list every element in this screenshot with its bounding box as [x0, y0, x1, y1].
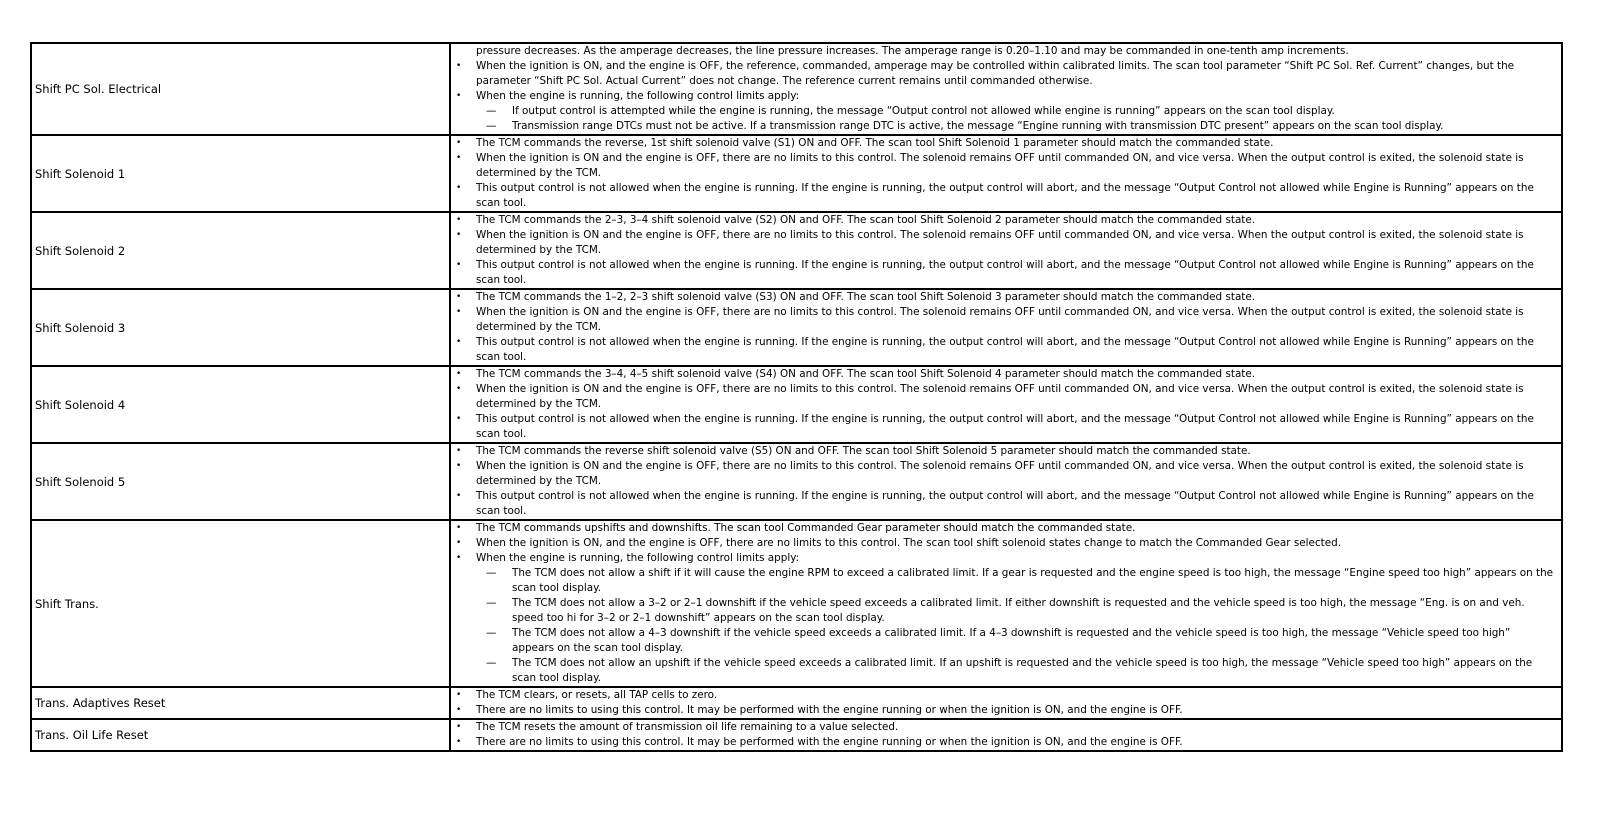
table-row	[31, 289, 1562, 366]
table-row	[31, 443, 1562, 520]
list-item	[455, 551, 1555, 686]
list-item: • When the ignition is ON and the engine is OFF, there are no limits to this control. The solenoid remains OFF until commanded ON, and vice versa. When the output control is exited, the solenoid state is determined by the TCM.	[455, 305, 1555, 335]
list-item: • There are no limits to using this control. It may be performed with the engine running or when the ignition is ON, and the engine is OFF.	[455, 703, 1555, 718]
control-description	[450, 719, 1562, 751]
control-description	[450, 443, 1562, 520]
control-description	[450, 212, 1562, 289]
list-item: • The TCM commands upshifts and downshifts. The scan tool Commanded Gear parameter should match the commanded state.	[455, 521, 1555, 536]
list-item: • This output control is not allowed when the engine is running. If the engine is running, the output control will abort, and the message “Output Control not allowed while Engine is Running” appears on the scan tool.	[455, 181, 1555, 211]
list-item: • The TCM commands the reverse shift solenoid valve (S5) ON and OFF. The scan tool Shift Solenoid 5 parameter should match the commanded state.	[455, 444, 1555, 459]
control-description	[450, 366, 1562, 443]
list-item: • The TCM commands the reverse, 1st shift solenoid valve (S1) ON and OFF. The scan tool Shift Solenoid 1 parameter should match the commanded state.	[455, 136, 1555, 151]
control-description	[450, 43, 1562, 135]
list-item: • The TCM resets the amount of transmission oil life remaining to a value selected.	[455, 720, 1555, 735]
list-item-text: When the engine is running, the following control limits apply:	[476, 90, 800, 102]
list-item: • When the ignition is ON and the engine is OFF, there are no limits to this control. The solenoid remains OFF until commanded ON, and vice versa. When the output control is exited, the solenoid state is determined by the TCM.	[455, 459, 1555, 489]
sub-list-item: — Transmission range DTCs must not be active. If a transmission range DTC is active, the message “Engine running with transmission DTC present” appears on the scan tool display.	[486, 119, 1555, 134]
table-row	[31, 366, 1562, 443]
list-item: • The TCM commands the 1–2, 2–3 shift solenoid valve (S3) ON and OFF. The scan tool Shift Solenoid 3 parameter should match the commanded state.	[455, 290, 1555, 305]
output-controls-table	[30, 42, 1563, 752]
control-name: Shift Solenoid 1	[31, 135, 450, 212]
list-item	[455, 89, 1555, 134]
list-item: • When the ignition is ON, and the engine is OFF, the reference, commanded, amperage may be controlled within calibrated limits. The scan tool parameter “Shift PC Sol. Ref. Current” changes, but the parameter “Shift PC Sol. Actual Current” does not change. The reference current remains until commanded otherwise.	[455, 59, 1555, 89]
table-row	[31, 719, 1562, 751]
list-item: • This output control is not allowed when the engine is running. If the engine is running, the output control will abort, and the message “Output Control not allowed while Engine is Running” appears on the scan tool.	[455, 412, 1555, 442]
list-item: • This output control is not allowed when the engine is running. If the engine is running, the output control will abort, and the message “Output Control not allowed while Engine is Running” appears on the scan tool.	[455, 258, 1555, 288]
sub-list-item: — The TCM does not allow a 3–2 or 2–1 downshift if the vehicle speed exceeds a calibrated limit. If either downshift is requested and the vehicle speed is too high, the message “Eng. is on and veh. speed too hi for 3–2 or 2–1 downshift” appears on the scan tool display.	[486, 596, 1555, 626]
table-row	[31, 687, 1562, 719]
list-item: • This output control is not allowed when the engine is running. If the engine is running, the output control will abort, and the message “Output Control not allowed while Engine is Running” appears on the scan tool.	[455, 335, 1555, 365]
control-name: Shift Trans.	[31, 520, 450, 687]
sub-list-item: — If output control is attempted while the engine is running, the message “Output control not allowed while engine is running” appears on the scan tool display.	[486, 104, 1555, 119]
sub-list-item: — The TCM does not allow an upshift if the vehicle speed exceeds a calibrated limit. If an upshift is requested and the vehicle speed is too high, the message “Vehicle speed too high” appears on the scan tool display.	[486, 656, 1555, 686]
list-item: • When the ignition is ON, and the engine is OFF, there are no limits to this control. The scan tool shift solenoid states change to match the Commanded Gear selected.	[455, 536, 1555, 551]
list-item: • When the ignition is ON and the engine is OFF, there are no limits to this control. The solenoid remains OFF until commanded ON, and vice versa. When the output control is exited, the solenoid state is determined by the TCM.	[455, 228, 1555, 258]
control-name: Shift Solenoid 3	[31, 289, 450, 366]
table-row	[31, 212, 1562, 289]
control-description	[450, 520, 1562, 687]
list-item: • When the ignition is ON and the engine is OFF, there are no limits to this control. The solenoid remains OFF until commanded ON, and vice versa. When the output control is exited, the solenoid state is determined by the TCM.	[455, 151, 1555, 181]
table-row	[31, 43, 1562, 135]
control-name: Shift Solenoid 2	[31, 212, 450, 289]
control-name: Trans. Oil Life Reset	[31, 719, 450, 751]
control-description	[450, 289, 1562, 366]
list-item: • The TCM commands the 3–4, 4–5 shift solenoid valve (S4) ON and OFF. The scan tool Shift Solenoid 4 parameter should match the commanded state.	[455, 367, 1555, 382]
list-item-text: When the engine is running, the following control limits apply:	[476, 552, 800, 564]
control-name: Trans. Adaptives Reset	[31, 687, 450, 719]
table-row	[31, 135, 1562, 212]
list-item: • There are no limits to using this control. It may be performed with the engine running or when the ignition is ON, and the engine is OFF.	[455, 735, 1555, 750]
control-name: Shift Solenoid 5	[31, 443, 450, 520]
control-description	[450, 687, 1562, 719]
control-name: Shift Solenoid 4	[31, 366, 450, 443]
list-item: • The TCM clears, or resets, all TAP cells to zero.	[455, 688, 1555, 703]
control-description	[450, 135, 1562, 212]
sub-list-item: — The TCM does not allow a shift if it will cause the engine RPM to exceed a calibrated limit. If a gear is requested and the engine speed is too high, the message “Engine speed too high” appears on the scan tool display.	[486, 566, 1555, 596]
list-item: • When the ignition is ON and the engine is OFF, there are no limits to this control. The solenoid remains OFF until commanded ON, and vice versa. When the output control is exited, the solenoid state is determined by the TCM.	[455, 382, 1555, 412]
continued-text: pressure decreases. As the amperage decreases, the line pressure increases. The amperage range is 0.20–1.10 and may be commanded in one-tenth amp increments.	[476, 45, 1349, 57]
control-name: Shift PC Sol. Electrical	[31, 43, 450, 135]
list-item: • This output control is not allowed when the engine is running. If the engine is running, the output control will abort, and the message “Output Control not allowed while Engine is Running” appears on the scan tool.	[455, 489, 1555, 519]
sub-list-item: — The TCM does not allow a 4–3 downshift if the vehicle speed exceeds a calibrated limit. If a 4–3 downshift is requested and the vehicle speed is too high, the message “Vehicle speed too high” appears on the scan tool display.	[486, 626, 1555, 656]
table-row	[31, 520, 1562, 687]
list-item: • The TCM commands the 2–3, 3–4 shift solenoid valve (S2) ON and OFF. The scan tool Shift Solenoid 2 parameter should match the commanded state.	[455, 213, 1555, 228]
